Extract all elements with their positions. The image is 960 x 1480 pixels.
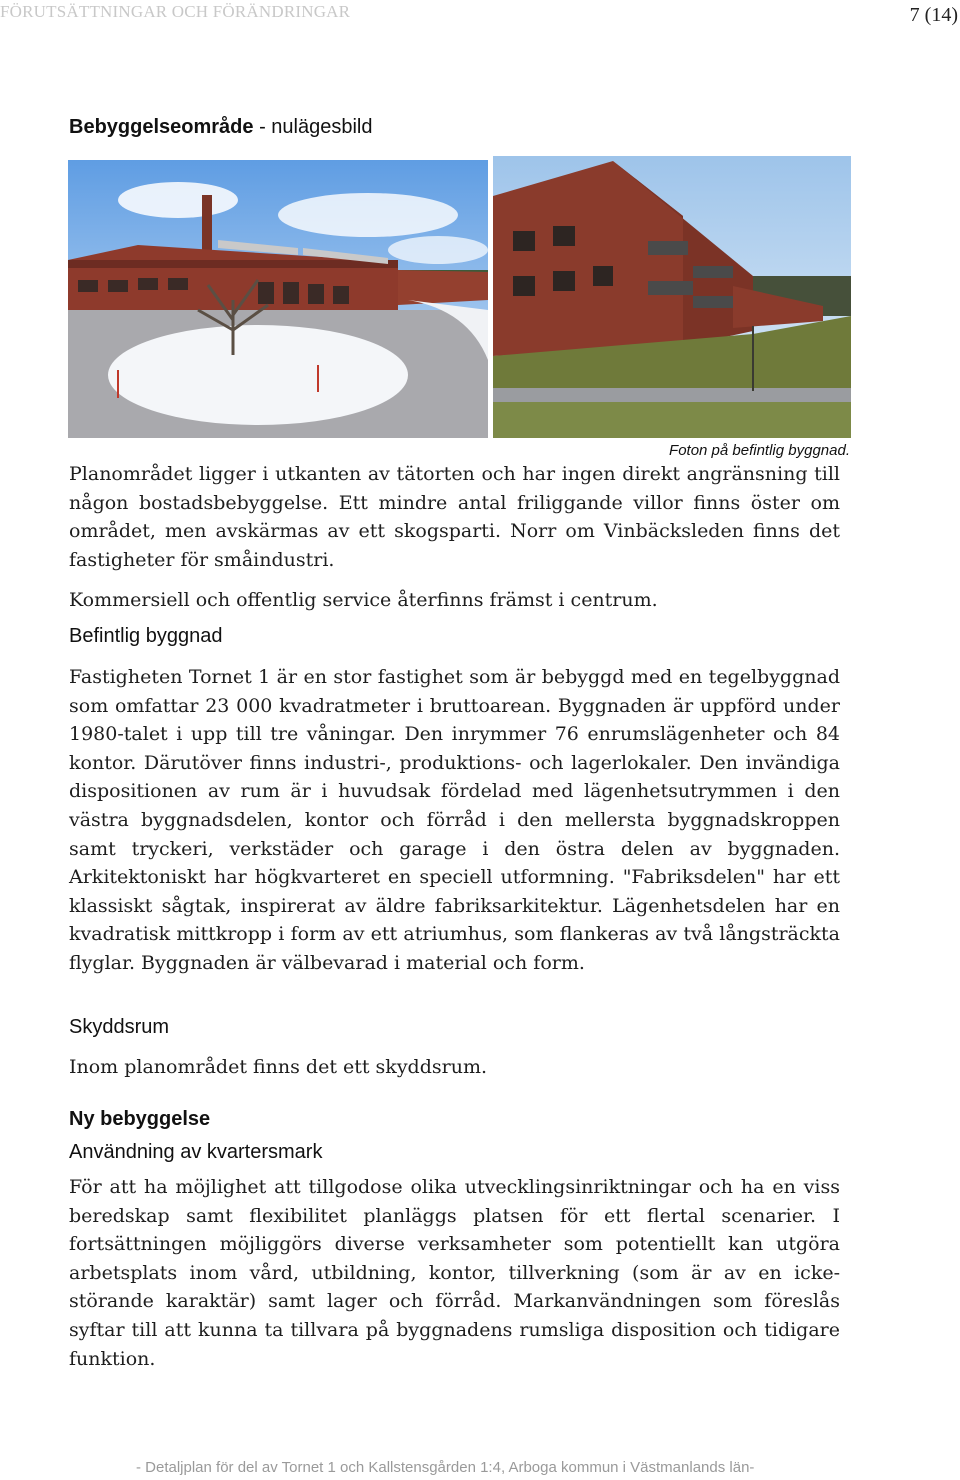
photo-caption: Foton på befintlig byggnad. (669, 442, 850, 459)
section-title-bold: Bebyggelseområde (69, 116, 254, 138)
page-footer: - Detaljplan för del av Tornet 1 och Kallstensgården 1:4, Arboga kommun i Västmanlands län- (136, 1459, 755, 1476)
heading-kvartersmark: Användning av kvartersmark (69, 1141, 323, 1163)
photo-brick-residential (493, 156, 851, 438)
section-title (69, 116, 372, 139)
paragraph-location: Planområdet ligger i utkanten av tätorten och har ingen direkt angränsning till någon bostadsbebyggelse. Ett mindre antal friliggande villor finns öster om området, men avskärmas av ett skogsparti. Norr om Vinbäcksleden finns det fastigheter för småindustri. (69, 463, 840, 571)
heading-skyddsrum: Skyddsrum (69, 1016, 170, 1038)
photo-factory-building (68, 160, 488, 438)
paragraph-service: Kommersiell och offentlig service återfinns främst i centrum. (69, 589, 658, 611)
paragraph-befintlig: Fastigheten Tornet 1 är en stor fastighet som är bebyggd med en tegelbyggnad som omfattar 23 000 kvadratmeter i bruttoarean. Byggnaden är uppförd under 1980-talet i upp till tre våningar. Den inrymmer 76 enrumslägenheter och 84 kontor. Därutöver finns industri-, produktions- och lagerlokaler. Den invändiga dispositionen av rum är i huvudsak fördelad med lägenhetsutrymmen i den västra byggnadsdelen, kontor och förråd i den mellersta byggnadskroppen samt tryckeri, verkstäder och garage i den östra delen av byggnaden. Arkitektoniskt har högkvarteret en speciell utformning. "Fabriksdelen" har ett klassiskt sågtak, inspirerat av äldre fabriksarkitektur. Lägenhetsdelen har en kvadratisk mittkropp i form av ett atriumhus, som flankeras av två långsträckta flyglar. Byggnaden är välbevarad i material och form. (69, 666, 840, 974)
heading-befintlig-byggnad: Befintlig byggnad (69, 625, 223, 647)
section-title-rest: - nulägesbild (253, 116, 373, 138)
heading-ny-bebyggelse: Ny bebyggelse (69, 1108, 211, 1130)
running-header: FÖRUTSÄTTNINGAR OCH FÖRÄNDRINGAR (0, 2, 351, 21)
page-number: 7 (14) (909, 4, 958, 26)
paragraph-skyddsrum: Inom planområdet finns det ett skyddsrum. (69, 1056, 488, 1078)
paragraph-kvartersmark: För att ha möjlighet att tillgodose olika utvecklingsinriktningar och ha en viss beredskap samt flexibilitet planläggs platsen för ett flertal scenarier. I fortsättningen möjliggörs diverse verksamheter som potentiellt kan utgöra arbetsplats inom vård, utbildning, kontor, tillverkning (som är av en icke-störande karaktär) samt lager och förråd. Markanvändningen som föreslås syftar till att kunna ta tillvara på byggnadens rumsliga disposition och tidigare funktion. (69, 1176, 840, 1370)
